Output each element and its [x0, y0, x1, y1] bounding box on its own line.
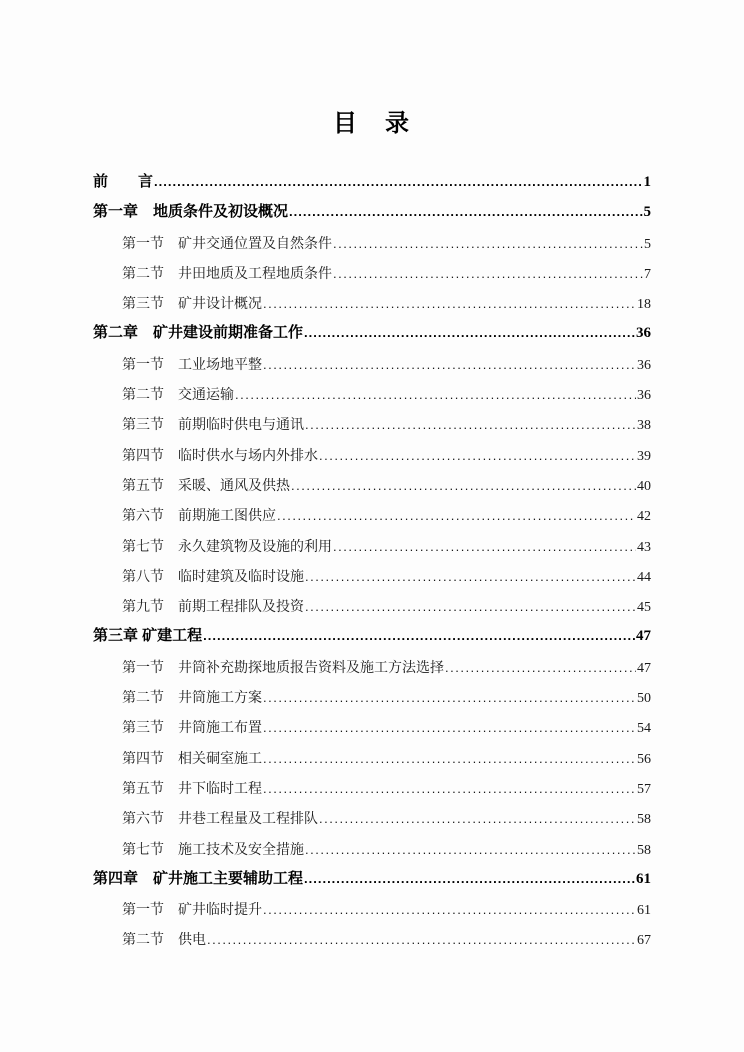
- toc-entry-label: 第二节 井田地质及工程地质条件: [122, 264, 332, 281]
- toc-entry-label: 第三节 井筒施工布置: [122, 719, 262, 736]
- toc-entry[interactable]: [93, 743, 651, 773]
- toc-entry-label: 第六节 井巷工程量及工程排队: [122, 810, 318, 827]
- toc-entry[interactable]: [93, 228, 651, 258]
- toc-entry-page: 50: [637, 691, 651, 707]
- toc-entry-page: 61: [636, 870, 651, 887]
- toc-entry[interactable]: [93, 652, 651, 682]
- toc-entry-page: 36: [636, 325, 651, 342]
- dot-leader: [289, 197, 642, 227]
- toc-entry-page: 18: [637, 297, 651, 313]
- dot-leader: [203, 621, 635, 651]
- toc-entry-page: 67: [637, 933, 651, 949]
- toc-entry-label: 第二节 交通运输: [122, 386, 234, 403]
- dot-leader: [445, 652, 636, 683]
- dot-leader: [319, 803, 636, 834]
- dot-leader: [263, 682, 636, 713]
- toc-entry-label: 第六节 前期施工图供应: [122, 507, 276, 524]
- toc-entry-label: 第一节 井筒补充勘探地质报告资料及施工方法选择: [122, 658, 444, 675]
- toc-entry-page: 5: [643, 204, 651, 221]
- toc-entry[interactable]: [93, 500, 651, 530]
- dot-leader: [263, 743, 636, 774]
- dot-leader: [305, 834, 636, 865]
- toc-entry[interactable]: [93, 288, 651, 318]
- dot-leader: [277, 500, 636, 531]
- toc-entry-label: 第一节 矿井临时提升: [122, 901, 262, 918]
- dot-leader: [263, 712, 636, 743]
- toc-entry[interactable]: [93, 712, 651, 742]
- toc-entry-page: 43: [637, 539, 651, 555]
- table-of-contents: [93, 167, 651, 955]
- toc-entry[interactable]: [93, 470, 651, 500]
- toc-entry[interactable]: [93, 440, 651, 470]
- toc-entry-page: 36: [637, 357, 651, 373]
- toc-entry-label: 第一节 工业场地平整: [122, 355, 262, 372]
- toc-entry[interactable]: [93, 773, 651, 803]
- toc-entry-page: 45: [637, 600, 651, 616]
- toc-entry-label: 第二节 井筒施工方案: [122, 689, 262, 706]
- dot-leader: [333, 228, 643, 259]
- toc-entry-label: 第五节 井下临时工程: [122, 779, 262, 796]
- toc-entry-page: 47: [637, 660, 651, 676]
- toc-entry-label: 第五节 采暖、通风及供热: [122, 476, 290, 493]
- toc-entry-page: 39: [637, 448, 651, 464]
- toc-entry[interactable]: [93, 803, 651, 833]
- toc-entry[interactable]: [93, 349, 651, 379]
- dot-leader: [207, 924, 636, 955]
- toc-entry[interactable]: [93, 561, 651, 591]
- toc-entry[interactable]: [93, 531, 651, 561]
- dot-leader: [263, 773, 636, 804]
- toc-entry-label: 第三节 前期临时供电与通讯: [122, 416, 304, 433]
- dot-leader: [305, 409, 636, 440]
- toc-entry-label: 第九节 前期工程排队及投资: [122, 598, 304, 615]
- dot-leader: [263, 349, 636, 380]
- toc-entry-label: 第一节 矿井交通位置及自然条件: [122, 234, 332, 251]
- toc-entry[interactable]: [93, 924, 651, 954]
- toc-entry-page: 58: [637, 842, 651, 858]
- toc-entry-label: 第四节 相关硐室施工: [122, 749, 262, 766]
- toc-entry[interactable]: [93, 409, 651, 439]
- dot-leader: [263, 894, 636, 925]
- toc-entry-page: 42: [637, 509, 651, 525]
- toc-entry-page: 57: [637, 781, 651, 797]
- toc-entry-page: 44: [637, 569, 651, 585]
- toc-entry-label: 第二章 矿井建设前期准备工作: [93, 324, 304, 342]
- toc-entry-page: 61: [637, 903, 651, 919]
- dot-leader: [333, 531, 636, 562]
- toc-entry-page: 56: [637, 751, 651, 767]
- toc-entry-page: 54: [637, 721, 651, 737]
- toc-entry[interactable]: [93, 894, 651, 924]
- toc-entry[interactable]: [93, 682, 651, 712]
- toc-entry-label: 第二节 供电: [122, 931, 206, 948]
- dot-leader: [304, 318, 635, 348]
- dot-leader: [305, 591, 636, 622]
- toc-entry-page: 5: [644, 236, 651, 252]
- toc-entry-label: 第七节 施工技术及安全措施: [122, 840, 304, 857]
- page-title: 目 录: [333, 110, 411, 137]
- toc-entry[interactable]: [93, 591, 651, 621]
- dot-leader: [319, 440, 636, 471]
- dot-leader: [333, 258, 643, 289]
- dot-leader: [154, 167, 642, 197]
- dot-leader: [305, 561, 636, 592]
- toc-entry-page: 7: [644, 266, 651, 282]
- toc-entry-label: 第三节 矿井设计概况: [122, 295, 262, 312]
- toc-entry[interactable]: [93, 864, 651, 894]
- toc-entry-label: 第四章 矿井施工主要辅助工程: [93, 869, 304, 887]
- toc-entry[interactable]: [93, 197, 651, 227]
- toc-entry-label: 第八节 临时建筑及临时设施: [122, 567, 304, 584]
- toc-entry[interactable]: [93, 621, 651, 651]
- toc-entry-page: 36: [637, 388, 651, 404]
- toc-entry[interactable]: [93, 379, 651, 409]
- toc-entry-label: 第四节 临时供水与场内外排水: [122, 446, 318, 463]
- toc-entry-label: 第一章 地质条件及初设概况: [93, 203, 289, 221]
- toc-entry-page: 40: [637, 478, 651, 494]
- toc-entry[interactable]: [93, 834, 651, 864]
- dot-leader: [235, 379, 636, 410]
- dot-leader: [291, 470, 636, 501]
- toc-entry-label: 前 言: [93, 173, 154, 190]
- dot-leader: [263, 288, 636, 319]
- toc-entry[interactable]: [93, 167, 651, 197]
- toc-entry-label: 第七节 永久建筑物及设施的利用: [122, 537, 332, 554]
- toc-entry[interactable]: [93, 258, 651, 288]
- toc-entry-page: 58: [637, 812, 651, 828]
- toc-entry-page: 1: [643, 174, 651, 190]
- toc-entry-page: 38: [637, 418, 651, 434]
- dot-leader: [304, 864, 635, 894]
- toc-entry-page: 47: [636, 628, 651, 645]
- toc-entry-label: 第三章 矿建工程: [93, 627, 203, 645]
- toc-entry[interactable]: [93, 318, 651, 348]
